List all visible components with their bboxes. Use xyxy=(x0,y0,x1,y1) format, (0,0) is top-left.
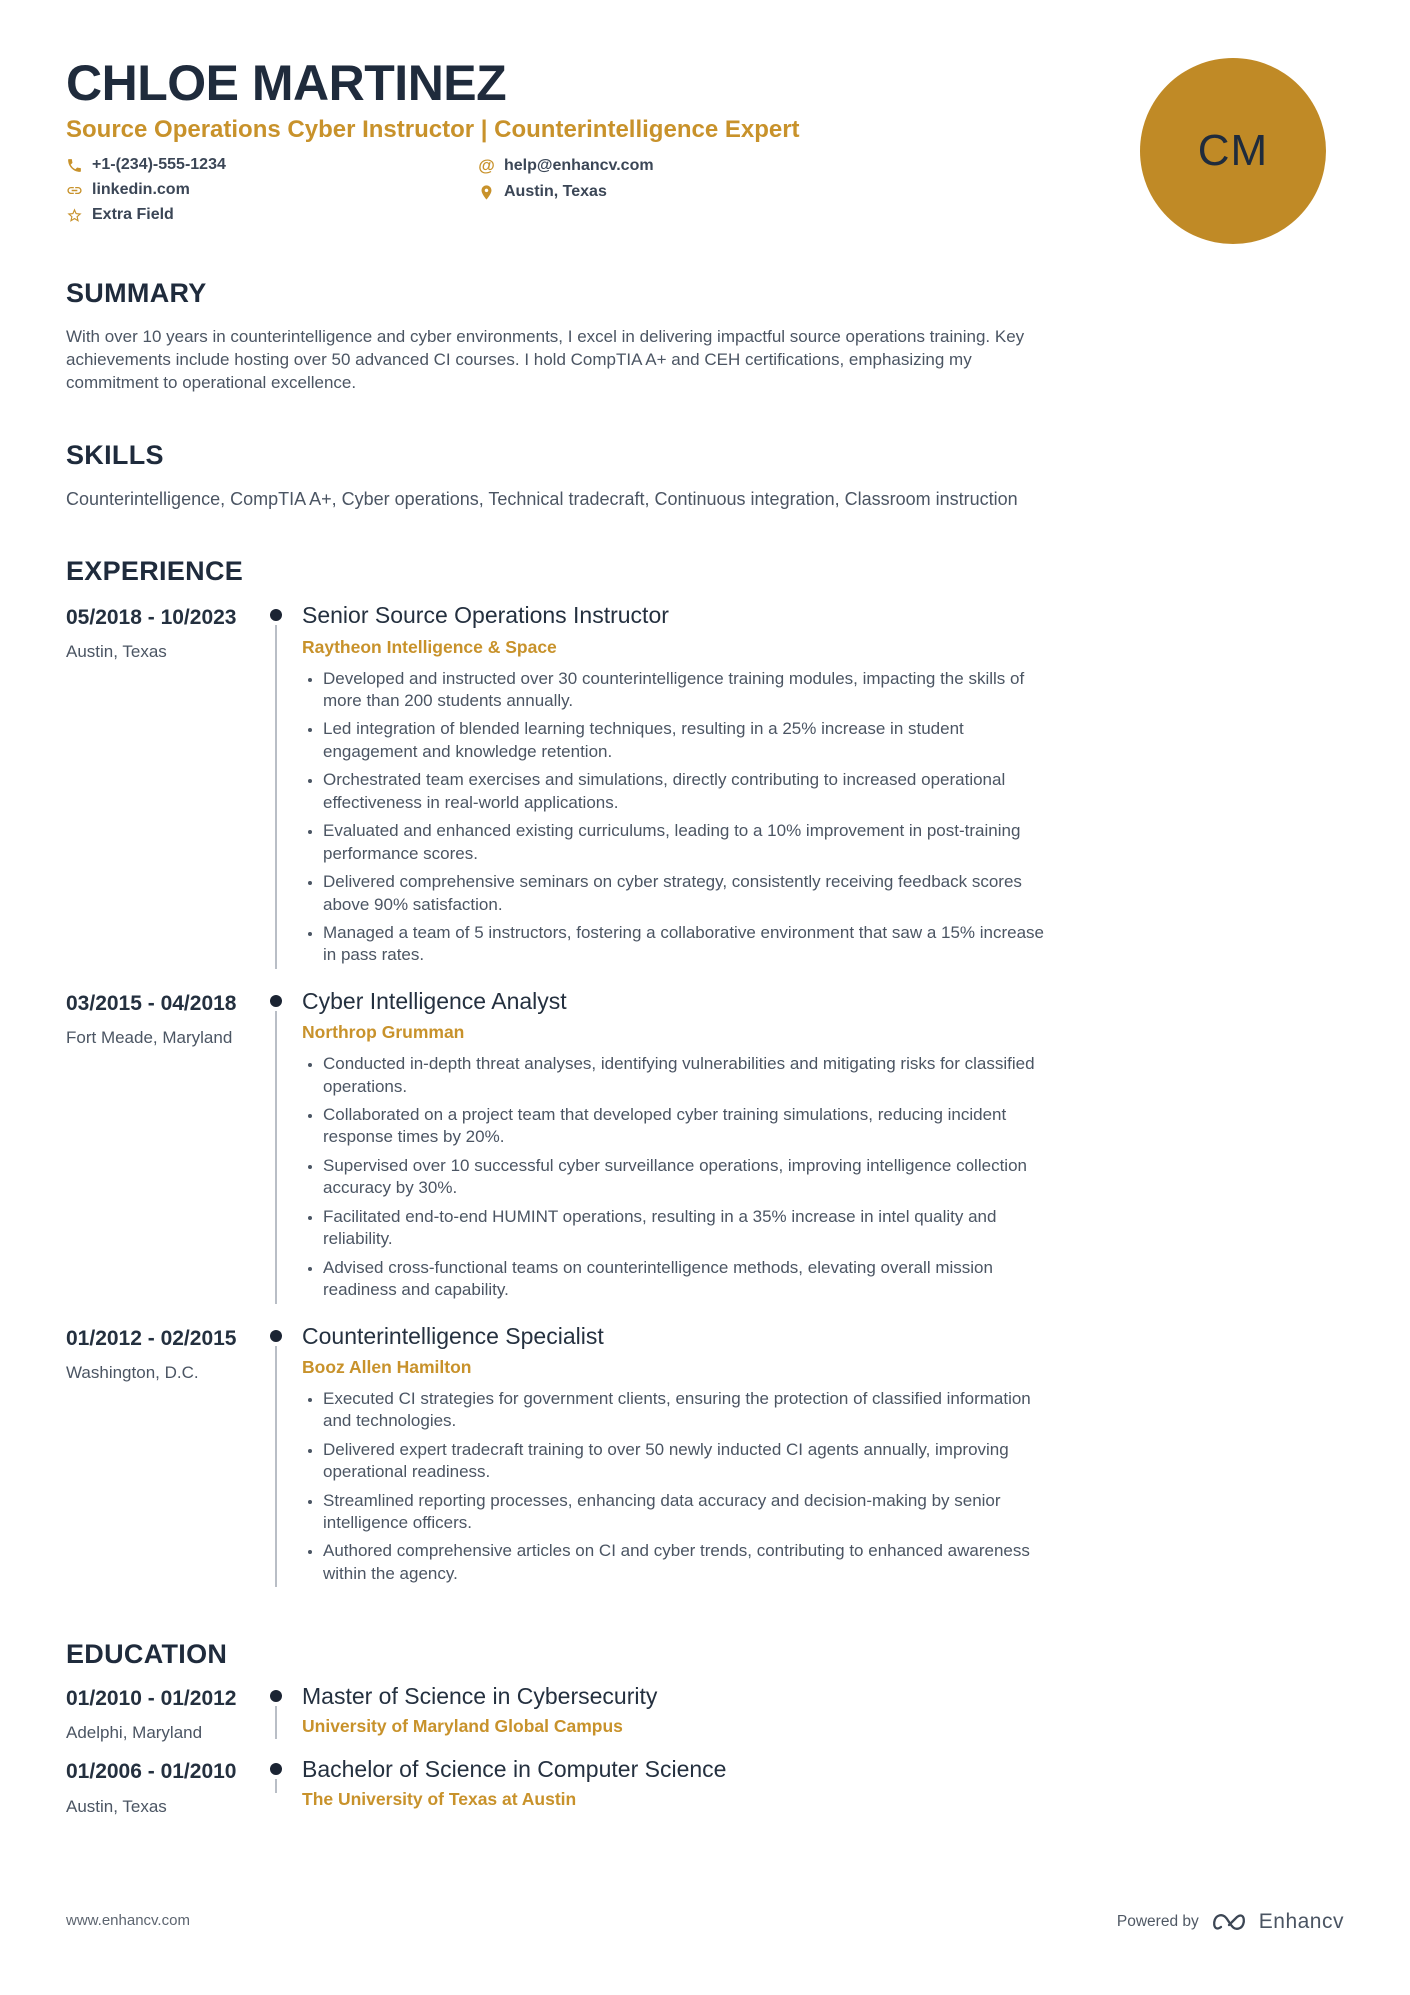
job-company: Northrop Grumman xyxy=(302,1022,465,1043)
timeline-dot xyxy=(270,1763,282,1775)
summary-section xyxy=(66,278,1048,394)
location-text: Austin, Texas xyxy=(504,183,607,200)
timeline-dot xyxy=(270,609,282,621)
contact-linkedin xyxy=(66,181,478,199)
job-bullet: • Collaborated on a project team that developed cyber training simulations, reducing incident response times by 20%. xyxy=(323,1104,1048,1149)
timeline-dot xyxy=(270,995,282,1007)
contact-phone xyxy=(66,156,478,174)
job-title: Cyber Intelligence Analyst xyxy=(302,987,567,1014)
skills-section xyxy=(66,440,1048,510)
experience-item xyxy=(66,603,1048,973)
experience-section xyxy=(66,556,1048,1591)
degree-school: The University of Texas at Austin xyxy=(302,1788,577,1809)
enhancv-wordmark[interactable]: Enhancv xyxy=(1258,1910,1344,1933)
skills-heading: SKILLS xyxy=(66,440,164,471)
candidate-name: CHLOE MARTINEZ xyxy=(66,55,507,111)
timeline-gutter xyxy=(250,989,302,1308)
education-item xyxy=(66,1684,1048,1743)
job-bullet: • Evaluated and enhanced existing curriculums, leading to a 10% improvement in post-training performance scores. xyxy=(323,820,1048,865)
job-bullet: • Managed a team of 5 instructors, fostering a collaborative environment that saw a 15% increase in pass rates. xyxy=(323,922,1048,967)
job-location: Washington, D.C. xyxy=(66,1362,199,1382)
job-bullet: • Authored comprehensive articles on CI and cyber trends, contributing to enhanced awareness within the agency. xyxy=(323,1540,1048,1585)
job-bullet: • Supervised over 10 successful cyber surveillance operations, improving intelligence collection accuracy by 30%. xyxy=(323,1155,1048,1200)
job-location: Austin, Texas xyxy=(66,642,167,662)
job-bullet: • Delivered comprehensive seminars on cyber strategy, consistently receiving feedback scores above 90% satisfaction. xyxy=(323,871,1048,916)
timeline-line xyxy=(275,1779,277,1793)
link-icon xyxy=(66,182,83,199)
job-bullets xyxy=(302,1053,1048,1301)
resume-header xyxy=(66,56,1344,224)
timeline-line xyxy=(275,1346,277,1588)
avatar-initials: CM xyxy=(1197,126,1269,175)
degree-dates: 01/2010 - 01/2012 xyxy=(66,1687,237,1711)
timeline-gutter xyxy=(250,1757,302,1816)
extra-field-label: Extra Field xyxy=(92,206,174,223)
contact-column-left xyxy=(66,156,478,224)
job-bullet: • Conducted in-depth threat analyses, identifying vulnerabilities and mitigating risks for classified operations. xyxy=(323,1053,1048,1098)
experience-item xyxy=(66,1324,1048,1592)
education-heading: EDUCATION xyxy=(66,1639,228,1670)
degree-location: Adelphi, Maryland xyxy=(66,1723,203,1743)
education-item xyxy=(66,1757,1048,1816)
location-pin-icon xyxy=(478,184,495,201)
footer-branding xyxy=(1117,1909,1344,1935)
timeline-line xyxy=(275,625,277,969)
job-location: Fort Meade, Maryland xyxy=(66,1027,233,1047)
job-company: Raytheon Intelligence & Space xyxy=(302,636,557,657)
degree-location: Austin, Texas xyxy=(66,1796,167,1816)
footer-website-link[interactable]: www.enhancv.com xyxy=(66,1912,190,1929)
phone-number[interactable]: +1-(234)-555-1234 xyxy=(92,156,226,173)
job-bullet: • Streamlined reporting processes, enhancing data accuracy and decision-making by senior intelligence officers. xyxy=(323,1490,1048,1535)
powered-by-label: Powered by xyxy=(1116,1913,1199,1930)
job-title: Senior Source Operations Instructor xyxy=(302,602,669,629)
avatar xyxy=(1140,58,1326,244)
degree-dates: 01/2006 - 01/2010 xyxy=(66,1760,237,1784)
enhancv-logo-icon xyxy=(1209,1909,1249,1935)
job-bullets xyxy=(302,668,1048,967)
degree-title: Bachelor of Science in Computer Science xyxy=(302,1756,727,1783)
job-bullet: • Orchestrated team exercises and simulations, directly contributing to increased operational effectiveness in real-world applications. xyxy=(323,769,1048,814)
summary-text: With over 10 years in counterintelligence and cyber environments, I excel in delivering impactful source operations training. Key achievements include hosting over 50 advanced CI courses. I hold CompTIA A+ and CEH certifications, emphasizing my commitment to operational excellence. xyxy=(66,327,1025,392)
job-bullet: • Facilitated end-to-end HUMINT operations, resulting in a 35% increase in intel quality and reliability. xyxy=(323,1206,1048,1251)
job-dates: 01/2012 - 02/2015 xyxy=(66,1326,237,1350)
job-company: Booz Allen Hamilton xyxy=(302,1356,472,1377)
education-section xyxy=(66,1639,1048,1816)
summary-heading: SUMMARY xyxy=(66,278,207,308)
timeline-gutter xyxy=(250,1324,302,1592)
timeline-gutter xyxy=(250,1684,302,1743)
contact-extra-field xyxy=(66,206,478,224)
star-icon xyxy=(66,207,83,224)
timeline-line xyxy=(275,1706,277,1739)
email-address[interactable]: help@enhancv.com xyxy=(504,157,654,174)
job-title: Counterintelligence Specialist xyxy=(302,1322,604,1349)
job-bullet: • Delivered expert tradecraft training to over 50 newly inducted CI agents annually, improving operational readiness. xyxy=(323,1439,1048,1484)
email-icon: @ xyxy=(478,156,495,175)
job-bullet: • Advised cross-functional teams on counterintelligence methods, elevating overall mission readiness and capability. xyxy=(323,1257,1048,1302)
job-dates: 05/2018 - 10/2023 xyxy=(66,606,237,630)
timeline-dot xyxy=(270,1690,282,1702)
job-bullet: • Developed and instructed over 30 counterintelligence training modules, impacting the skills of more than 200 students annually. xyxy=(323,668,1048,713)
job-bullet: • Led integration of blended learning techniques, resulting in a 25% increase in student engagement and knowledge retention. xyxy=(323,718,1048,763)
job-dates: 03/2015 - 04/2018 xyxy=(66,991,237,1015)
timeline-line xyxy=(275,1011,277,1304)
timeline-gutter xyxy=(250,603,302,973)
candidate-job-title: Source Operations Cyber Instructor | Counterintelligence Expert xyxy=(66,116,800,143)
timeline-dot xyxy=(270,1330,282,1342)
job-bullets xyxy=(302,1388,1048,1586)
skills-list: Counterintelligence, CompTIA A+, Cyber operations, Technical tradecraft, Continuous integration, Classroom instruction xyxy=(66,489,1018,510)
phone-icon xyxy=(66,157,83,174)
experience-item xyxy=(66,989,1048,1308)
linkedin-link[interactable]: linkedin.com xyxy=(92,181,190,198)
job-bullet: • Executed CI strategies for government clients, ensuring the protection of classified information and technologies. xyxy=(323,1388,1048,1433)
degree-school: University of Maryland Global Campus xyxy=(302,1715,623,1736)
degree-title: Master of Science in Cybersecurity xyxy=(302,1683,658,1710)
experience-heading: EXPERIENCE xyxy=(66,556,244,587)
